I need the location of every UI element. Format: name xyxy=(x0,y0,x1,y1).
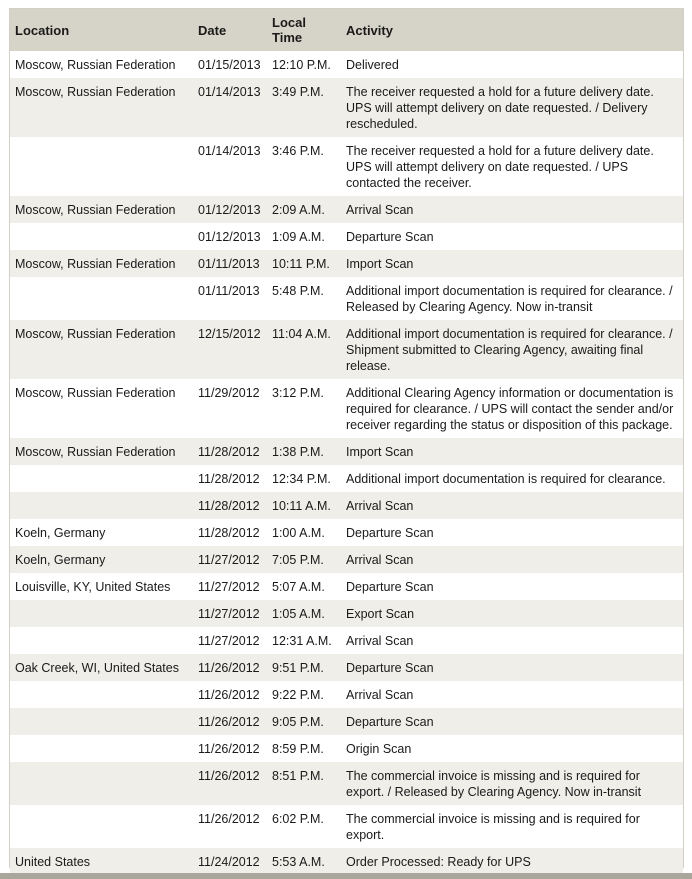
cell-local-time: 3:46 P.M. xyxy=(267,137,341,196)
table-row xyxy=(10,78,683,137)
cell-activity: Export Scan xyxy=(341,600,683,627)
cell-local-time: 6:02 P.M. xyxy=(267,805,341,848)
table-row xyxy=(10,600,683,627)
cell-activity: Arrival Scan xyxy=(341,196,683,223)
cell-local-time: 12:10 P.M. xyxy=(267,51,341,78)
table-row xyxy=(10,320,683,379)
cell-date: 11/28/2012 xyxy=(193,438,267,465)
table-row xyxy=(10,137,683,196)
cell-location xyxy=(10,223,193,250)
cell-activity: Arrival Scan xyxy=(341,546,683,573)
cell-local-time: 10:11 A.M. xyxy=(267,492,341,519)
cell-activity: Departure Scan xyxy=(341,573,683,600)
table-row xyxy=(10,805,683,848)
cell-activity: Delivered xyxy=(341,51,683,78)
cell-date: 01/14/2013 xyxy=(193,137,267,196)
table-row xyxy=(10,546,683,573)
table-row xyxy=(10,277,683,320)
cell-local-time: 7:05 P.M. xyxy=(267,546,341,573)
cell-date: 11/26/2012 xyxy=(193,708,267,735)
header-row xyxy=(10,9,683,51)
bottom-divider xyxy=(0,873,692,879)
table-row xyxy=(10,848,683,875)
column-header-location: Location xyxy=(10,9,193,51)
cell-date: 11/26/2012 xyxy=(193,762,267,805)
table-row xyxy=(10,51,683,78)
table-row xyxy=(10,627,683,654)
cell-date: 11/27/2012 xyxy=(193,573,267,600)
table-row xyxy=(10,573,683,600)
cell-location xyxy=(10,600,193,627)
cell-activity: Departure Scan xyxy=(341,223,683,250)
table-row xyxy=(10,762,683,805)
cell-date: 01/14/2013 xyxy=(193,78,267,137)
cell-activity: The commercial invoice is missing and is required for export. xyxy=(341,805,683,848)
column-header-activity: Activity xyxy=(341,9,683,51)
cell-local-time: 2:09 A.M. xyxy=(267,196,341,223)
table-row xyxy=(10,519,683,546)
cell-local-time: 3:12 P.M. xyxy=(267,379,341,438)
cell-location: Moscow, Russian Federation xyxy=(10,320,193,379)
cell-activity: Arrival Scan xyxy=(341,492,683,519)
cell-local-time: 11:04 A.M. xyxy=(267,320,341,379)
table-header xyxy=(10,9,683,51)
cell-local-time: 3:49 P.M. xyxy=(267,78,341,137)
cell-date: 12/15/2012 xyxy=(193,320,267,379)
cell-activity: Arrival Scan xyxy=(341,627,683,654)
table-row xyxy=(10,735,683,762)
cell-activity: Departure Scan xyxy=(341,708,683,735)
cell-date: 11/28/2012 xyxy=(193,465,267,492)
cell-date: 11/29/2012 xyxy=(193,379,267,438)
cell-location: Moscow, Russian Federation xyxy=(10,438,193,465)
table-row xyxy=(10,465,683,492)
cell-activity: Order Processed: Ready for UPS xyxy=(341,848,683,875)
cell-activity: Additional import documentation is required for clearance. / Shipment submitted to Clearing Agency, awaiting final release. xyxy=(341,320,683,379)
cell-activity: Additional Clearing Agency information or documentation is required for clearance. / UPS will contact the sender and/or receiver regarding the status or disposition of this package. xyxy=(341,379,683,438)
cell-local-time: 1:05 A.M. xyxy=(267,600,341,627)
cell-activity: Departure Scan xyxy=(341,654,683,681)
column-header-local-time: Local Time xyxy=(267,9,341,51)
table-row xyxy=(10,250,683,277)
cell-local-time: 12:31 A.M. xyxy=(267,627,341,654)
table-body xyxy=(10,51,683,875)
cell-location xyxy=(10,762,193,805)
cell-date: 11/26/2012 xyxy=(193,805,267,848)
cell-date: 11/24/2012 xyxy=(193,848,267,875)
column-header-date: Date xyxy=(193,9,267,51)
cell-date: 11/28/2012 xyxy=(193,519,267,546)
cell-local-time: 9:51 P.M. xyxy=(267,654,341,681)
cell-local-time: 10:11 P.M. xyxy=(267,250,341,277)
table-row xyxy=(10,492,683,519)
cell-location: Oak Creek, WI, United States xyxy=(10,654,193,681)
cell-date: 01/11/2013 xyxy=(193,277,267,320)
cell-location xyxy=(10,137,193,196)
cell-location: Louisville, KY, United States xyxy=(10,573,193,600)
cell-location xyxy=(10,735,193,762)
cell-location xyxy=(10,708,193,735)
cell-location: Koeln, Germany xyxy=(10,519,193,546)
cell-activity: Additional import documentation is required for clearance. xyxy=(341,465,683,492)
shipment-progress-panel xyxy=(9,8,684,868)
cell-local-time: 8:51 P.M. xyxy=(267,762,341,805)
cell-local-time: 9:22 P.M. xyxy=(267,681,341,708)
cell-local-time: 5:48 P.M. xyxy=(267,277,341,320)
cell-location xyxy=(10,627,193,654)
table-row xyxy=(10,708,683,735)
cell-location: Koeln, Germany xyxy=(10,546,193,573)
cell-location xyxy=(10,681,193,708)
cell-local-time: 5:53 A.M. xyxy=(267,848,341,875)
cell-date: 01/12/2013 xyxy=(193,196,267,223)
shipment-progress-table xyxy=(10,9,683,875)
cell-date: 11/26/2012 xyxy=(193,681,267,708)
cell-location: Moscow, Russian Federation xyxy=(10,379,193,438)
cell-location: Moscow, Russian Federation xyxy=(10,196,193,223)
cell-location xyxy=(10,465,193,492)
cell-activity: Arrival Scan xyxy=(341,681,683,708)
cell-date: 11/27/2012 xyxy=(193,627,267,654)
cell-activity: Import Scan xyxy=(341,250,683,277)
cell-location: Moscow, Russian Federation xyxy=(10,250,193,277)
cell-location xyxy=(10,805,193,848)
cell-local-time: 1:38 P.M. xyxy=(267,438,341,465)
cell-location xyxy=(10,492,193,519)
cell-local-time: 1:00 A.M. xyxy=(267,519,341,546)
cell-activity: Additional import documentation is required for clearance. / Released by Clearing Agency. Now in-transit xyxy=(341,277,683,320)
table-row xyxy=(10,654,683,681)
cell-location: United States xyxy=(10,848,193,875)
cell-date: 01/12/2013 xyxy=(193,223,267,250)
table-row xyxy=(10,438,683,465)
table-row xyxy=(10,223,683,250)
table-row xyxy=(10,196,683,223)
table-row xyxy=(10,681,683,708)
cell-date: 11/27/2012 xyxy=(193,600,267,627)
cell-date: 01/15/2013 xyxy=(193,51,267,78)
cell-location xyxy=(10,277,193,320)
cell-local-time: 9:05 P.M. xyxy=(267,708,341,735)
cell-location: Moscow, Russian Federation xyxy=(10,78,193,137)
cell-activity: The receiver requested a hold for a future delivery date. UPS will attempt delivery on date requested. / Delivery rescheduled. xyxy=(341,78,683,137)
cell-date: 01/11/2013 xyxy=(193,250,267,277)
cell-activity: The commercial invoice is missing and is required for export. / Released by Clearing Agency. Now in-transit xyxy=(341,762,683,805)
cell-activity: Departure Scan xyxy=(341,519,683,546)
cell-date: 11/28/2012 xyxy=(193,492,267,519)
cell-local-time: 1:09 A.M. xyxy=(267,223,341,250)
cell-date: 11/26/2012 xyxy=(193,735,267,762)
cell-activity: The receiver requested a hold for a future delivery date. UPS will attempt delivery on date requested. / UPS contacted the receiver. xyxy=(341,137,683,196)
cell-local-time: 12:34 P.M. xyxy=(267,465,341,492)
cell-local-time: 8:59 P.M. xyxy=(267,735,341,762)
cell-date: 11/26/2012 xyxy=(193,654,267,681)
cell-activity: Origin Scan xyxy=(341,735,683,762)
cell-date: 11/27/2012 xyxy=(193,546,267,573)
cell-location: Moscow, Russian Federation xyxy=(10,51,193,78)
table-row xyxy=(10,379,683,438)
cell-local-time: 5:07 A.M. xyxy=(267,573,341,600)
cell-activity: Import Scan xyxy=(341,438,683,465)
